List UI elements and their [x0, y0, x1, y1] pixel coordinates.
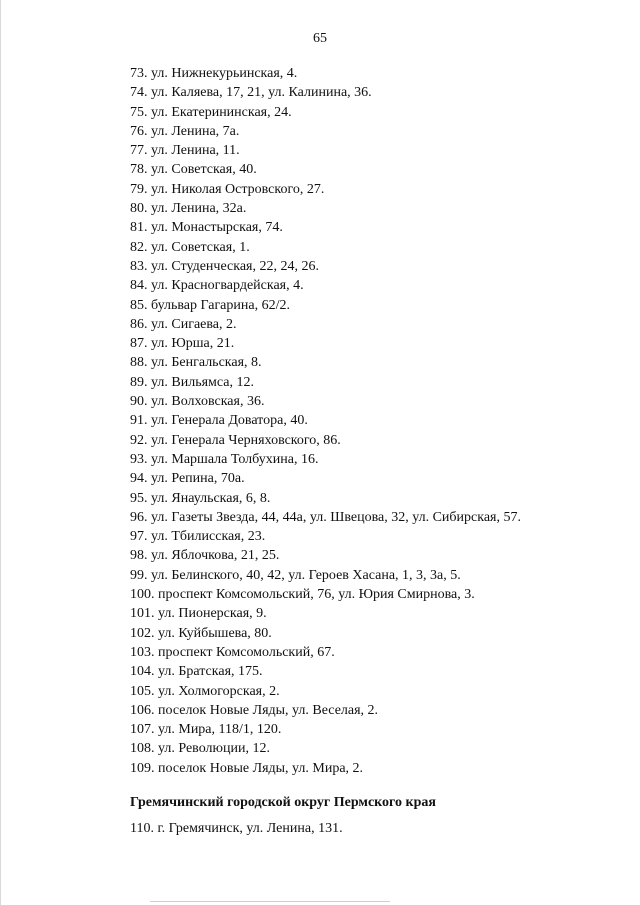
list-item: 108. ул. Революции, 12. — [130, 741, 270, 757]
list-item: 90. ул. Волховская, 36. — [130, 394, 265, 410]
list-item: 107. ул. Мира, 118/1, 120. — [130, 722, 282, 738]
list-item: 88. ул. Бенгальская, 8. — [130, 355, 262, 371]
list-item: 87. ул. Юрша, 21. — [130, 336, 235, 352]
list-item: 73. ул. Нижнекурьинская, 4. — [130, 66, 298, 81]
list-item: 84. ул. Красногвардейская, 4. — [130, 278, 304, 294]
list-item: 97. ул. Тбилисская, 23. — [130, 529, 266, 545]
list-item: 78. ул. Советская, 40. — [130, 162, 257, 178]
list-item: 83. ул. Студенческая, 22, 24, 26. — [130, 258, 319, 274]
list-item: 85. бульвар Гагарина, 62/2. — [130, 297, 290, 313]
list-item: 76. ул. Ленина, 7а. — [130, 123, 240, 139]
list-item: 96. ул. Газеты Звезда, 44, 44а, ул. Швецова, 32, ул. Сибирская, 57. — [130, 509, 521, 525]
list-item: 109. поселок Новые Ляды, ул. Мира, 2. — [130, 760, 364, 776]
list-item: 75. ул. Екатерининская, 24. — [130, 104, 292, 120]
page-left-edge — [0, 0, 1, 905]
list-item: 101. ул. Пионерская, 9. — [130, 606, 267, 622]
list-item: 92. ул. Генерала Черняховского, 86. — [130, 432, 341, 448]
list-item: 100. проспект Комсомольский, 76, ул. Юрия Смирнова, 3. — [130, 587, 475, 603]
list-item: 94. ул. Репина, 70а. — [130, 471, 245, 487]
list-item: 91. ул. Генерала Доватора, 40. — [130, 413, 308, 429]
list-item: 77. ул. Ленина, 11. — [130, 143, 240, 159]
section-heading: Гремячинский городской округ Пермского края — [130, 795, 436, 810]
list-item: 80. ул. Ленина, 32а. — [130, 201, 247, 217]
list-item: 81. ул. Монастырская, 74. — [130, 220, 283, 236]
list-item: 95. ул. Янаульская, 6, 8. — [130, 490, 271, 506]
list-item: 74. ул. Каляева, 17, 21, ул. Калинина, 36. — [130, 85, 372, 101]
list-item: 102. ул. Куйбышева, 80. — [130, 625, 272, 641]
list-item: 82. ул. Советская, 1. — [130, 239, 250, 255]
list-item: 110. г. Гремячинск, ул. Ленина, 131. — [130, 821, 343, 836]
bottom-rule — [150, 901, 390, 902]
page-number: 65 — [313, 31, 327, 46]
list-item: 106. поселок Новые Ляды, ул. Веселая, 2. — [130, 702, 379, 718]
list-item: 103. проспект Комсомольский, 67. — [130, 644, 335, 660]
address-list — [130, 64, 620, 778]
list-item: 104. ул. Братская, 175. — [130, 664, 263, 680]
list-item: 99. ул. Белинского, 40, 42, ул. Героев Хасана, 1, 3, 3а, 5. — [130, 567, 461, 583]
list-item: 98. ул. Яблочкова, 21, 25. — [130, 548, 280, 564]
list-item: 89. ул. Вильямса, 12. — [130, 374, 254, 390]
list-item: 105. ул. Холмогорская, 2. — [130, 683, 280, 699]
list-item: 93. ул. Маршала Толбухина, 16. — [130, 451, 319, 467]
list-item: 79. ул. Николая Островского, 27. — [130, 181, 325, 197]
list-item: 86. ул. Сигаева, 2. — [130, 316, 237, 332]
